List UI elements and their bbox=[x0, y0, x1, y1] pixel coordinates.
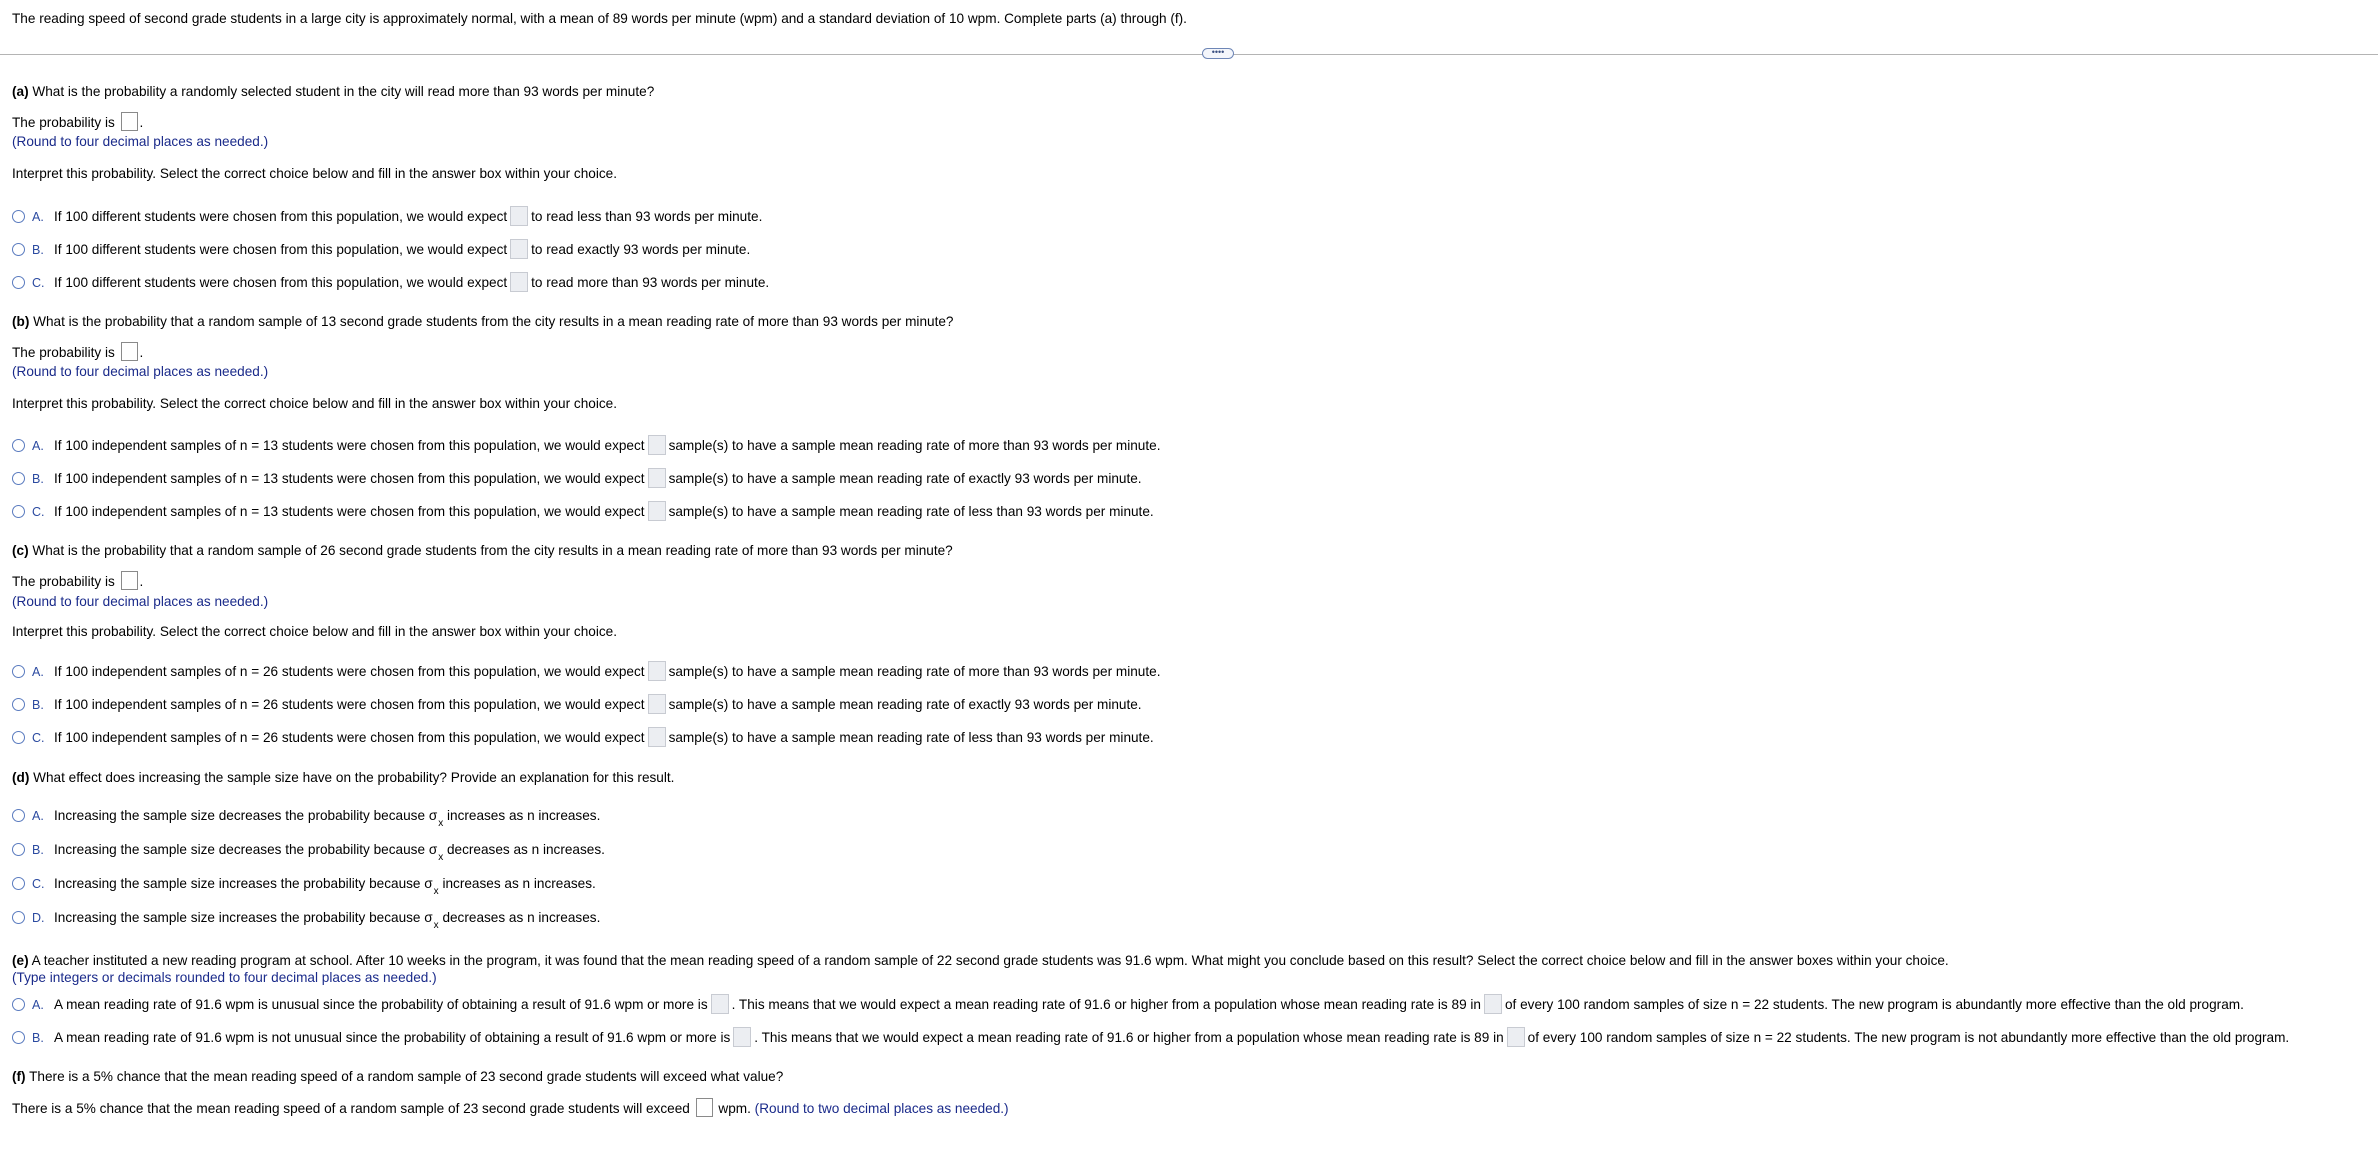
part-b-option-a-input[interactable] bbox=[648, 435, 666, 455]
radio-button[interactable] bbox=[12, 698, 25, 711]
radio-button[interactable] bbox=[12, 1031, 25, 1044]
radio-button[interactable] bbox=[12, 505, 25, 518]
option-text: A mean reading rate of 91.6 wpm is unusual since the probability of obtaining a result of 91.6 wpm or more is bbox=[54, 997, 708, 1013]
problem-statement: The reading speed of second grade students in a large city is approximately normal, with a mean of 89 words per minute (wpm) and a standard deviation of 10 wpm. Complete parts (a) through (f). bbox=[12, 11, 1187, 26]
option-text-end: sample(s) to have a sample mean reading rate of exactly 93 words per minute. bbox=[668, 471, 1142, 487]
period: . bbox=[139, 345, 144, 360]
part-a-option-b-input[interactable] bbox=[510, 239, 528, 259]
option-text-end: decreases as n increases. bbox=[446, 842, 605, 857]
part-a-question-text: What is the probability a randomly selected student in the city will read more than 93 words per minute? bbox=[32, 84, 655, 99]
part-a-probability-input[interactable] bbox=[121, 112, 138, 131]
option-text: A mean reading rate of 91.6 wpm is not unusual since the probability of obtaining a result of 91.6 wpm or more is bbox=[54, 1030, 731, 1046]
option-text-end: sample(s) to have a sample mean reading rate of less than 93 words per minute. bbox=[668, 730, 1154, 746]
part-d-question-text: What effect does increasing the sample size have on the probability? Provide an explanation for this result. bbox=[33, 770, 675, 785]
option-text-end: to read less than 93 words per minute. bbox=[531, 209, 763, 225]
option-letter: B. bbox=[32, 1031, 44, 1046]
part-a-probability-line bbox=[12, 115, 143, 131]
option-letter: C. bbox=[32, 505, 45, 520]
option-letter: B. bbox=[32, 698, 44, 713]
part-c-option-b[interactable] bbox=[12, 697, 1142, 714]
radio-button[interactable] bbox=[12, 665, 25, 678]
part-b-question-text: What is the probability that a random sample of 13 second grade students from the city results in a mean reading rate of more than 93 words per minute? bbox=[33, 314, 954, 329]
part-b-round-hint: (Round to four decimal places as needed.) bbox=[12, 364, 269, 379]
part-e-option-a-probability-input[interactable] bbox=[711, 994, 729, 1014]
option-letter: A. bbox=[32, 998, 44, 1013]
part-b-option-b-input[interactable] bbox=[648, 468, 666, 488]
sigma-symbol: σ bbox=[428, 842, 438, 857]
part-c-tag: (c) bbox=[12, 543, 29, 558]
part-d-option-d[interactable] bbox=[12, 910, 601, 931]
part-c-question-text: What is the probability that a random sample of 26 second grade students from the city results in a mean reading rate of more than 93 words per minute? bbox=[32, 543, 953, 558]
radio-button[interactable] bbox=[12, 243, 25, 256]
part-c-probability-line bbox=[12, 574, 143, 590]
part-b-option-a[interactable] bbox=[12, 438, 1160, 455]
part-a-tag: (a) bbox=[12, 84, 29, 99]
part-c-question bbox=[12, 543, 953, 558]
radio-button[interactable] bbox=[12, 843, 25, 856]
part-a-option-a-input[interactable] bbox=[510, 206, 528, 226]
probability-label: The probability is bbox=[12, 115, 115, 130]
part-f-value-input[interactable] bbox=[696, 1098, 713, 1117]
option-text: If 100 different students were chosen from this population, we would expect bbox=[54, 209, 508, 225]
radio-button[interactable] bbox=[12, 998, 25, 1011]
option-text-end: sample(s) to have a sample mean reading rate of exactly 93 words per minute. bbox=[668, 697, 1142, 713]
option-text-middle: . This means that we would expect a mean reading rate of 91.6 or higher from a population whose mean reading rate is 89 in bbox=[731, 997, 1481, 1013]
option-text: If 100 different students were chosen from this population, we would expect bbox=[54, 242, 508, 258]
expand-more-button[interactable]: •••• bbox=[1202, 48, 1234, 59]
probability-label: The probability is bbox=[12, 574, 115, 589]
part-b-probability-input[interactable] bbox=[121, 342, 138, 361]
option-text: If 100 independent samples of n = 13 students were chosen from this population, we would expect bbox=[54, 471, 645, 487]
part-a-option-b[interactable] bbox=[12, 242, 750, 259]
option-letter: B. bbox=[32, 472, 44, 487]
radio-button[interactable] bbox=[12, 877, 25, 890]
sigma-symbol: σ bbox=[424, 910, 433, 925]
sigma-subscript: x bbox=[433, 920, 439, 931]
period: . bbox=[139, 574, 144, 589]
radio-button[interactable] bbox=[12, 472, 25, 485]
part-a-option-c-input[interactable] bbox=[510, 272, 528, 292]
option-text: If 100 independent samples of n = 26 students were chosen from this population, we would expect bbox=[54, 730, 645, 746]
part-d-option-a[interactable] bbox=[12, 808, 601, 829]
part-f-answer-text: There is a 5% chance that the mean reading speed of a random sample of 23 second grade students will exceed bbox=[12, 1101, 690, 1116]
option-text-end: increases as n increases. bbox=[446, 808, 601, 823]
part-e-tag: (e) bbox=[12, 953, 29, 968]
option-letter: B. bbox=[32, 243, 44, 258]
part-e-option-b[interactable] bbox=[12, 1030, 2289, 1047]
part-e-option-b-probability-input[interactable] bbox=[733, 1027, 751, 1047]
radio-button[interactable] bbox=[12, 911, 25, 924]
option-text: If 100 different students were chosen from this population, we would expect bbox=[54, 275, 508, 291]
option-letter: C. bbox=[32, 877, 45, 891]
option-text-end: to read more than 93 words per minute. bbox=[531, 275, 770, 291]
part-b-option-c[interactable] bbox=[12, 504, 1154, 521]
part-a-round-hint: (Round to four decimal places as needed.) bbox=[12, 134, 269, 149]
radio-button[interactable] bbox=[12, 276, 25, 289]
part-f-round-hint: (Round to two decimal places as needed.) bbox=[754, 1101, 1009, 1116]
part-c-option-a[interactable] bbox=[12, 664, 1160, 681]
radio-button[interactable] bbox=[12, 210, 25, 223]
section-divider bbox=[0, 54, 2378, 55]
part-e-option-b-count-input[interactable] bbox=[1507, 1027, 1525, 1047]
option-text: If 100 independent samples of n = 13 students were chosen from this population, we would expect bbox=[54, 504, 645, 520]
part-a-option-a[interactable] bbox=[12, 209, 762, 226]
part-c-interpret-instruction: Interpret this probability. Select the correct choice below and fill in the answer box within your choice. bbox=[12, 624, 617, 639]
part-a-question bbox=[12, 84, 654, 99]
part-d-option-b[interactable] bbox=[12, 842, 605, 863]
part-b-probability-line bbox=[12, 345, 143, 361]
part-c-option-a-input[interactable] bbox=[648, 661, 666, 681]
option-letter: A. bbox=[32, 210, 44, 225]
part-c-option-c[interactable] bbox=[12, 730, 1154, 747]
part-a-interpret-instruction: Interpret this probability. Select the correct choice below and fill in the answer box within your choice. bbox=[12, 166, 617, 181]
radio-button[interactable] bbox=[12, 809, 25, 822]
part-f-question bbox=[12, 1069, 783, 1084]
option-text: If 100 independent samples of n = 26 students were chosen from this population, we would expect bbox=[54, 697, 645, 713]
part-d-tag: (d) bbox=[12, 770, 30, 785]
part-e-question-text: A teacher instituted a new reading program at school. After 10 weeks in the program, it was found that the mean reading speed of a random sample of 22 second grade students was 91.6 wpm. What might you conclude based on this result? Select the correct choice below and fill in the answer boxes within your choice. bbox=[31, 953, 1949, 968]
radio-button[interactable] bbox=[12, 439, 25, 452]
part-f-unit: wpm. bbox=[718, 1101, 751, 1116]
option-text: Increasing the sample size increases the probability because bbox=[54, 876, 421, 891]
part-b-question bbox=[12, 314, 953, 329]
option-letter: C. bbox=[32, 276, 45, 291]
option-text: Increasing the sample size decreases the probability because bbox=[54, 842, 426, 857]
sigma-symbol: σ bbox=[424, 876, 433, 891]
part-b-interpret-instruction: Interpret this probability. Select the correct choice below and fill in the answer box within your choice. bbox=[12, 396, 617, 411]
option-text: Increasing the sample size increases the probability because bbox=[54, 910, 421, 925]
part-c-option-b-input[interactable] bbox=[648, 694, 666, 714]
part-e-option-a[interactable] bbox=[12, 997, 2244, 1014]
option-letter: A. bbox=[32, 439, 44, 454]
option-text-end: sample(s) to have a sample mean reading rate of less than 93 words per minute. bbox=[668, 504, 1154, 520]
sigma-subscript: x bbox=[438, 852, 444, 863]
part-c-round-hint: (Round to four decimal places as needed.) bbox=[12, 594, 269, 609]
option-text-end: of every 100 random samples of size n = 22 students. The new program is not abundantly more effective than the old program. bbox=[1527, 1030, 2290, 1046]
part-b-option-b[interactable] bbox=[12, 471, 1142, 488]
option-letter: B. bbox=[32, 843, 44, 857]
option-letter: A. bbox=[32, 809, 44, 823]
option-text: If 100 independent samples of n = 26 students were chosen from this population, we would expect bbox=[54, 664, 645, 680]
option-text: Increasing the sample size decreases the probability because bbox=[54, 808, 426, 823]
option-text-end: decreases as n increases. bbox=[442, 910, 601, 925]
part-e-option-a-count-input[interactable] bbox=[1484, 994, 1502, 1014]
part-e-hint: (Type integers or decimals rounded to four decimal places as needed.) bbox=[12, 970, 437, 985]
radio-button[interactable] bbox=[12, 731, 25, 744]
option-text-middle: . This means that we would expect a mean reading rate of 91.6 or higher from a population whose mean reading rate is 89 in bbox=[754, 1030, 1504, 1046]
option-text-end: of every 100 random samples of size n = 22 students. The new program is abundantly more effective than the old program. bbox=[1504, 997, 2244, 1013]
option-letter: D. bbox=[32, 911, 45, 925]
option-text-end: increases as n increases. bbox=[442, 876, 596, 891]
sigma-subscript: x bbox=[438, 818, 444, 829]
part-c-option-c-input[interactable] bbox=[648, 727, 666, 747]
option-text-end: sample(s) to have a sample mean reading rate of more than 93 words per minute. bbox=[668, 438, 1161, 454]
part-f-question-text: There is a 5% chance that the mean reading speed of a random sample of 23 second grade students will exceed what value? bbox=[29, 1069, 784, 1084]
part-c-probability-input[interactable] bbox=[121, 571, 138, 590]
sigma-subscript: x bbox=[433, 886, 439, 897]
sigma-symbol: σ bbox=[428, 808, 438, 823]
option-letter: A. bbox=[32, 665, 44, 680]
part-d-question bbox=[12, 770, 674, 785]
part-b-option-c-input[interactable] bbox=[648, 501, 666, 521]
option-letter: C. bbox=[32, 731, 45, 746]
option-text-end: to read exactly 93 words per minute. bbox=[531, 242, 751, 258]
part-e-question bbox=[12, 953, 1949, 968]
part-f-answer-line bbox=[12, 1101, 1009, 1117]
part-f-tag: (f) bbox=[12, 1069, 26, 1084]
option-text: If 100 independent samples of n = 13 students were chosen from this population, we would expect bbox=[54, 438, 645, 454]
part-a-option-c[interactable] bbox=[12, 275, 769, 292]
option-text-end: sample(s) to have a sample mean reading rate of more than 93 words per minute. bbox=[668, 664, 1161, 680]
probability-label: The probability is bbox=[12, 345, 115, 360]
period: . bbox=[139, 115, 144, 130]
part-b-tag: (b) bbox=[12, 314, 30, 329]
part-d-option-c[interactable] bbox=[12, 876, 596, 897]
